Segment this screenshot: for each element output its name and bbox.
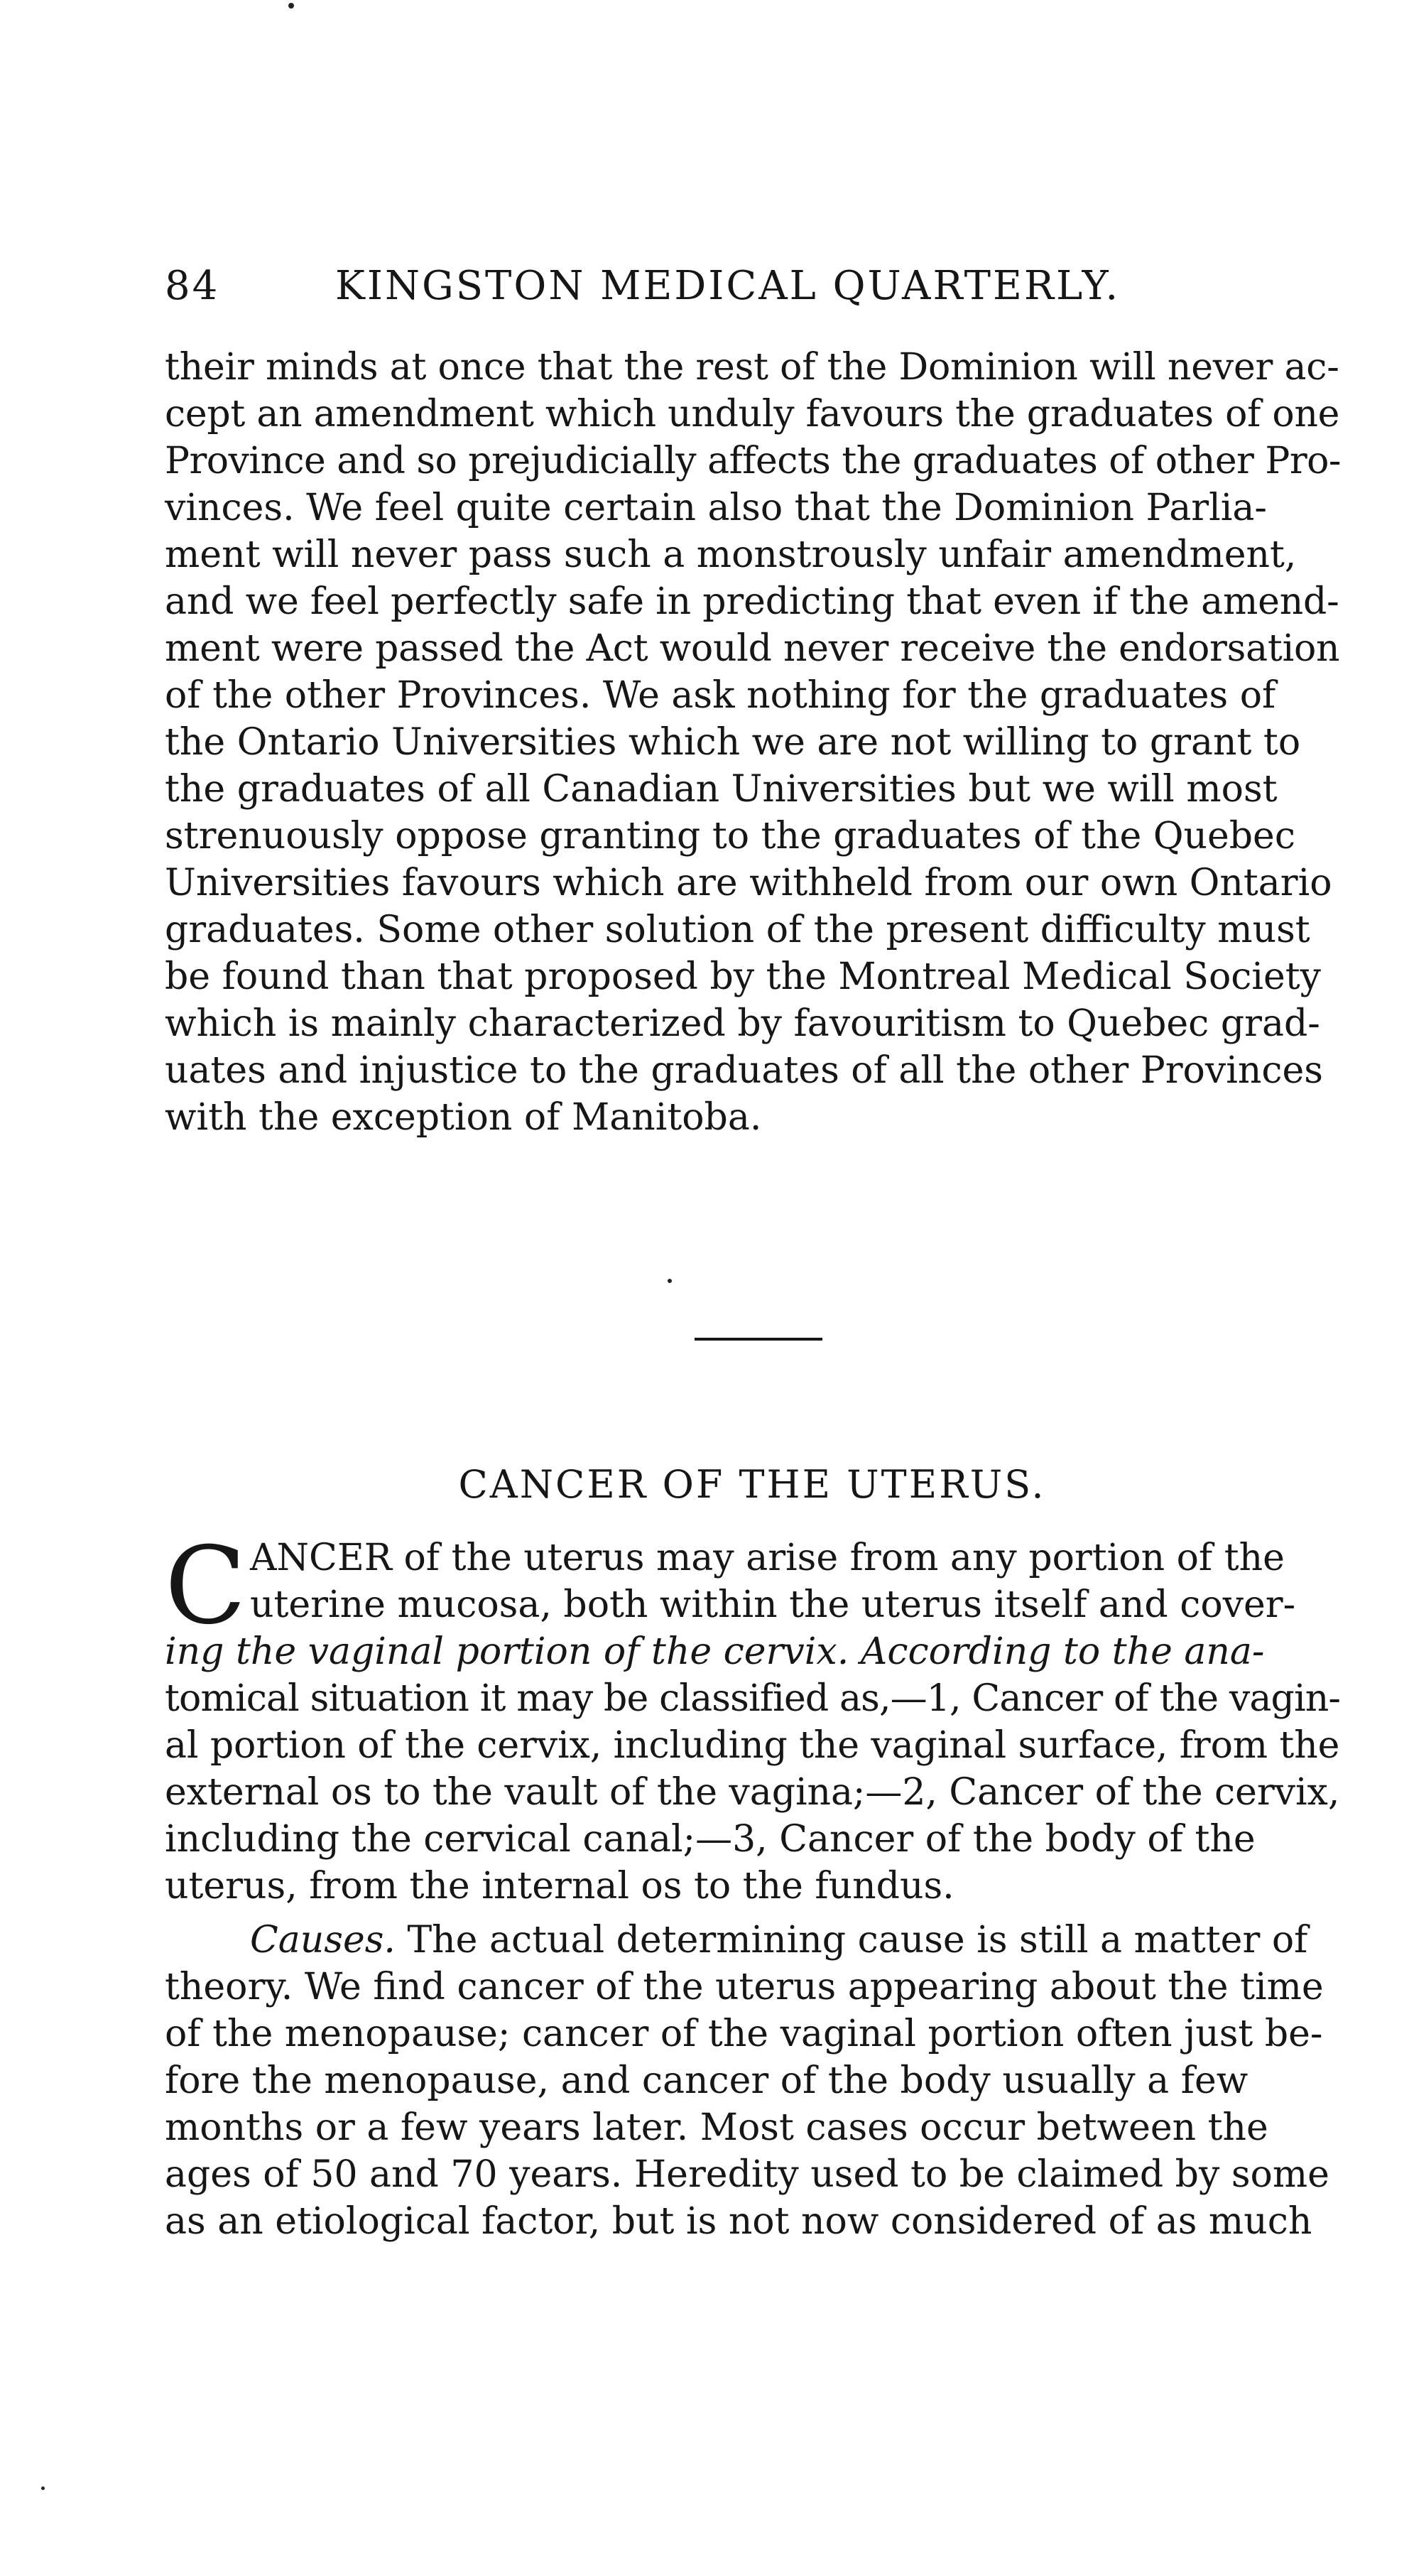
text-line: uates and injustice to the graduates of all the other Provinces bbox=[165, 1049, 1323, 1092]
text-line: which is mainly characterized by favouritism to Quebec grad- bbox=[165, 1002, 1320, 1045]
text-line: strenuously oppose granting to the graduates of the Quebec bbox=[165, 815, 1295, 857]
text-line: their minds at once that the rest of the Dominion will never ac- bbox=[165, 346, 1339, 389]
text-line: months or a few years later. Most cases occur between the bbox=[165, 2106, 1268, 2149]
text-line: graduates. Some other solution of the present difficulty must bbox=[165, 909, 1310, 951]
text-line: uterus, from the internal os to the fundus. bbox=[165, 1865, 954, 1907]
text-line: uterine mucosa, both within the uterus itself and cover- bbox=[250, 1584, 1296, 1626]
causes-text: The actual determining cause is still a matter of bbox=[395, 1919, 1308, 1961]
text-line: cept an amendment which unduly favours the graduates of one bbox=[165, 393, 1340, 435]
text-line: Universities favours which are withheld from our own Ontario bbox=[165, 862, 1332, 904]
text-line: external os to the vault of the vagina;—2, Cancer of the cervix, bbox=[165, 1771, 1340, 1814]
section-divider bbox=[695, 1338, 822, 1341]
text-line: and we feel perfectly safe in predicting that even if the amend- bbox=[165, 580, 1339, 623]
text-line: as an etiological factor, but is not now considered of as much bbox=[165, 2200, 1312, 2243]
text-line: tomical situation it may be classified as,—1, Cancer of the vagin- bbox=[165, 1677, 1341, 1720]
text-line: theory. We find cancer of the uterus appearing about the time bbox=[165, 1966, 1324, 2008]
text-line: the graduates of all Canadian Universities but we will most bbox=[165, 768, 1278, 811]
text-line: the Ontario Universities which we are not willing to grant to bbox=[165, 721, 1301, 764]
text-line: ANCER of the uterus may arise from any portion of the bbox=[250, 1537, 1285, 1579]
text-line: vinces. We feel quite certain also that the Dominion Parlia- bbox=[165, 487, 1267, 529]
running-header bbox=[165, 263, 1386, 313]
text-line: be found than that proposed by the Montreal Medical Society bbox=[165, 956, 1322, 998]
article-title: CANCER OF THE UTERUS. bbox=[458, 1462, 1046, 1507]
ink-speck bbox=[288, 3, 294, 9]
italic-phrase: ing the vaginal portion of the cervix. bbox=[165, 1630, 849, 1673]
text-line: Province and so prejudicially affects the graduates of other Pro- bbox=[165, 440, 1341, 482]
italic-phrase: According to the ana- bbox=[849, 1630, 1265, 1673]
text-line: fore the menopause, and cancer of the body usually a few bbox=[165, 2060, 1248, 2102]
page-number: 84 bbox=[165, 263, 220, 309]
text-line: including the cervical canal;—3, Cancer of the body of the bbox=[165, 1818, 1256, 1861]
text-line: of the menopause; cancer of the vaginal portion often just be- bbox=[165, 2013, 1323, 2055]
ink-speck bbox=[41, 2486, 45, 2490]
text-line bbox=[165, 1627, 1339, 1677]
text-line: with the exception of Manitoba. bbox=[165, 1096, 762, 1139]
text-line: al portion of the cervix, including the vaginal surface, from the bbox=[165, 1724, 1340, 1767]
text-line: of the other Provinces. We ask nothing for the graduates of bbox=[165, 674, 1276, 717]
drop-cap: C bbox=[165, 1525, 246, 1648]
text-line: ages of 50 and 70 years. Heredity used to be claimed by some bbox=[165, 2153, 1329, 2196]
journal-title: KINGSTON MEDICAL QUARTERLY. bbox=[335, 263, 1121, 309]
causes-heading: Causes. bbox=[250, 1919, 396, 1961]
text-line: ment will never pass such a monstrously unfair amendment, bbox=[165, 534, 1297, 576]
text-line bbox=[250, 1915, 1339, 1965]
text-line: ment were passed the Act would never receive the endorsation bbox=[165, 627, 1340, 670]
ink-speck bbox=[668, 1279, 672, 1283]
